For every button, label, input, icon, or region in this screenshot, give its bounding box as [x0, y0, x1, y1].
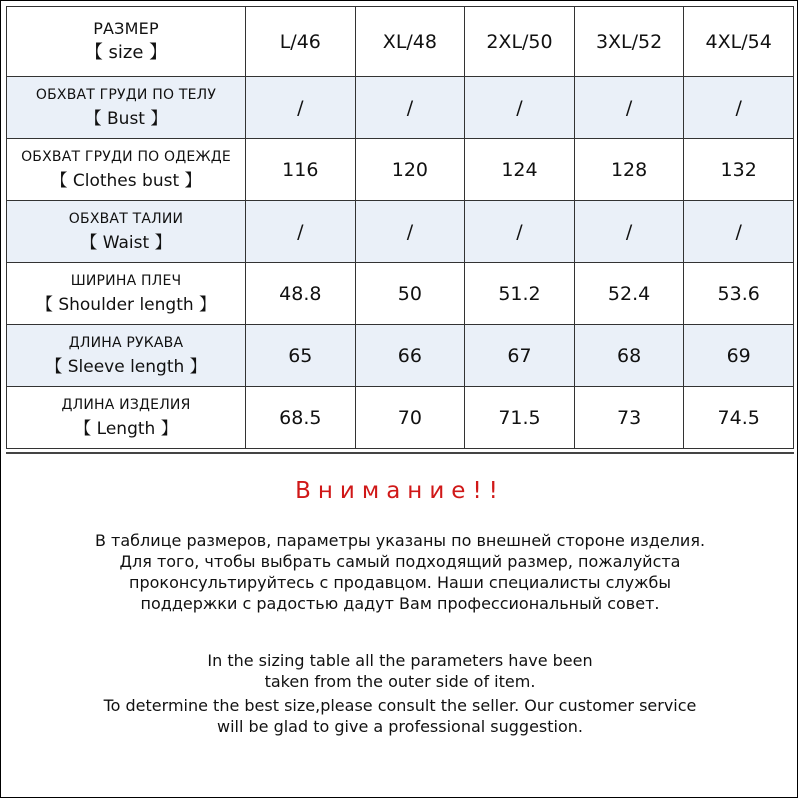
size-label-ru: РАЗМЕР [93, 18, 159, 38]
notice-english-consult [0, 695, 800, 737]
row-label [7, 263, 246, 325]
row-label [7, 201, 246, 263]
table-cell: / [246, 201, 356, 263]
table-cell: 132 [684, 139, 794, 201]
table-cell: / [684, 77, 794, 139]
table-cell: 69 [684, 325, 794, 387]
row-label-en: 【 Length 】 [74, 418, 178, 439]
row-label [7, 77, 246, 139]
size-label-en: 【 size 】 [84, 41, 168, 63]
size-column-header: L/46 [246, 7, 356, 77]
table-cell: 51.2 [465, 263, 575, 325]
table-row-shoulder-length [7, 263, 794, 325]
table-cell: / [465, 77, 575, 139]
table-bottom-divider [6, 452, 794, 454]
row-label-ru: ОБХВАТ ГРУДИ ПО ОДЕЖДЕ [21, 148, 231, 165]
table-cell: / [246, 77, 356, 139]
table-cell: 116 [246, 139, 356, 201]
notice-english-sizing [0, 650, 800, 692]
table-cell: 53.6 [684, 263, 794, 325]
row-label [7, 139, 246, 201]
notice-line: taken from the outer side of item. [264, 672, 536, 691]
table-cell: 74.5 [684, 387, 794, 449]
table-cell: 52.4 [574, 263, 684, 325]
table-row-sleeve-length [7, 325, 794, 387]
size-column-header: 3XL/52 [574, 7, 684, 77]
size-column-header: XL/48 [355, 7, 465, 77]
row-label-ru: ОБХВАТ ГРУДИ ПО ТЕЛУ [35, 86, 217, 103]
table-cell: / [355, 201, 465, 263]
row-label-en: 【 Shoulder length 】 [35, 294, 217, 315]
table-cell: 48.8 [246, 263, 356, 325]
table-cell: 68 [574, 325, 684, 387]
size-column-header: 4XL/54 [684, 7, 794, 77]
table-cell: / [355, 77, 465, 139]
notice-line: В таблице размеров, параметры указаны по внешней стороне изделия. [94, 531, 706, 550]
row-label-ru: ДЛИНА ИЗДЕЛИЯ [61, 396, 191, 413]
table-row-length [7, 387, 794, 449]
notice-line: To determine the best size,please consult the seller. Our customer service [103, 696, 697, 715]
table-cell: 66 [355, 325, 465, 387]
table-cell: / [684, 201, 794, 263]
row-label-en: 【 Bust 】 [84, 108, 168, 129]
table-cell: 128 [574, 139, 684, 201]
table-cell: 73 [574, 387, 684, 449]
row-label-en: 【 Clothes bust 】 [50, 170, 202, 191]
table-cell: / [574, 77, 684, 139]
table-row-bust [7, 77, 794, 139]
table-cell: 50 [355, 263, 465, 325]
row-label [7, 325, 246, 387]
table-cell: 67 [465, 325, 575, 387]
table-cell: / [574, 201, 684, 263]
table-row-clothes-bust [7, 139, 794, 201]
size-column-header: 2XL/50 [465, 7, 575, 77]
table-cell: 71.5 [465, 387, 575, 449]
size-header-row [7, 7, 794, 77]
table-row-waist [7, 201, 794, 263]
table-cell: 65 [246, 325, 356, 387]
row-label-en: 【 Waist 】 [80, 232, 172, 253]
row-label-en: 【 Sleeve length 】 [45, 356, 207, 377]
notice-line: will be glad to give a professional suggestion. [216, 717, 583, 736]
row-label-ru: ОБХВАТ ТАЛИИ [68, 210, 184, 227]
notice-russian [0, 530, 800, 614]
size-table [6, 6, 794, 449]
attention-heading: Внимание!! [295, 478, 505, 504]
row-label-ru: ШИРИНА ПЛЕЧ [70, 272, 182, 289]
notice-line: Для того, чтобы выбрать самый подходящий размер, пожалуйста [119, 552, 681, 571]
row-label-ru: ДЛИНА РУКАВА [68, 334, 184, 351]
table-cell: 70 [355, 387, 465, 449]
table-cell: 68.5 [246, 387, 356, 449]
notice-line: поддержки с радостью дадут Вам профессиональный совет. [140, 594, 660, 613]
row-label [7, 387, 246, 449]
notice-line: проконсультируйтесь с продавцом. Наши специалисты службы [129, 573, 671, 592]
notice-line: In the sizing table all the parameters have been [207, 651, 593, 670]
table-cell: 120 [355, 139, 465, 201]
table-cell: / [465, 201, 575, 263]
size-header-label [7, 7, 246, 77]
table-cell: 124 [465, 139, 575, 201]
